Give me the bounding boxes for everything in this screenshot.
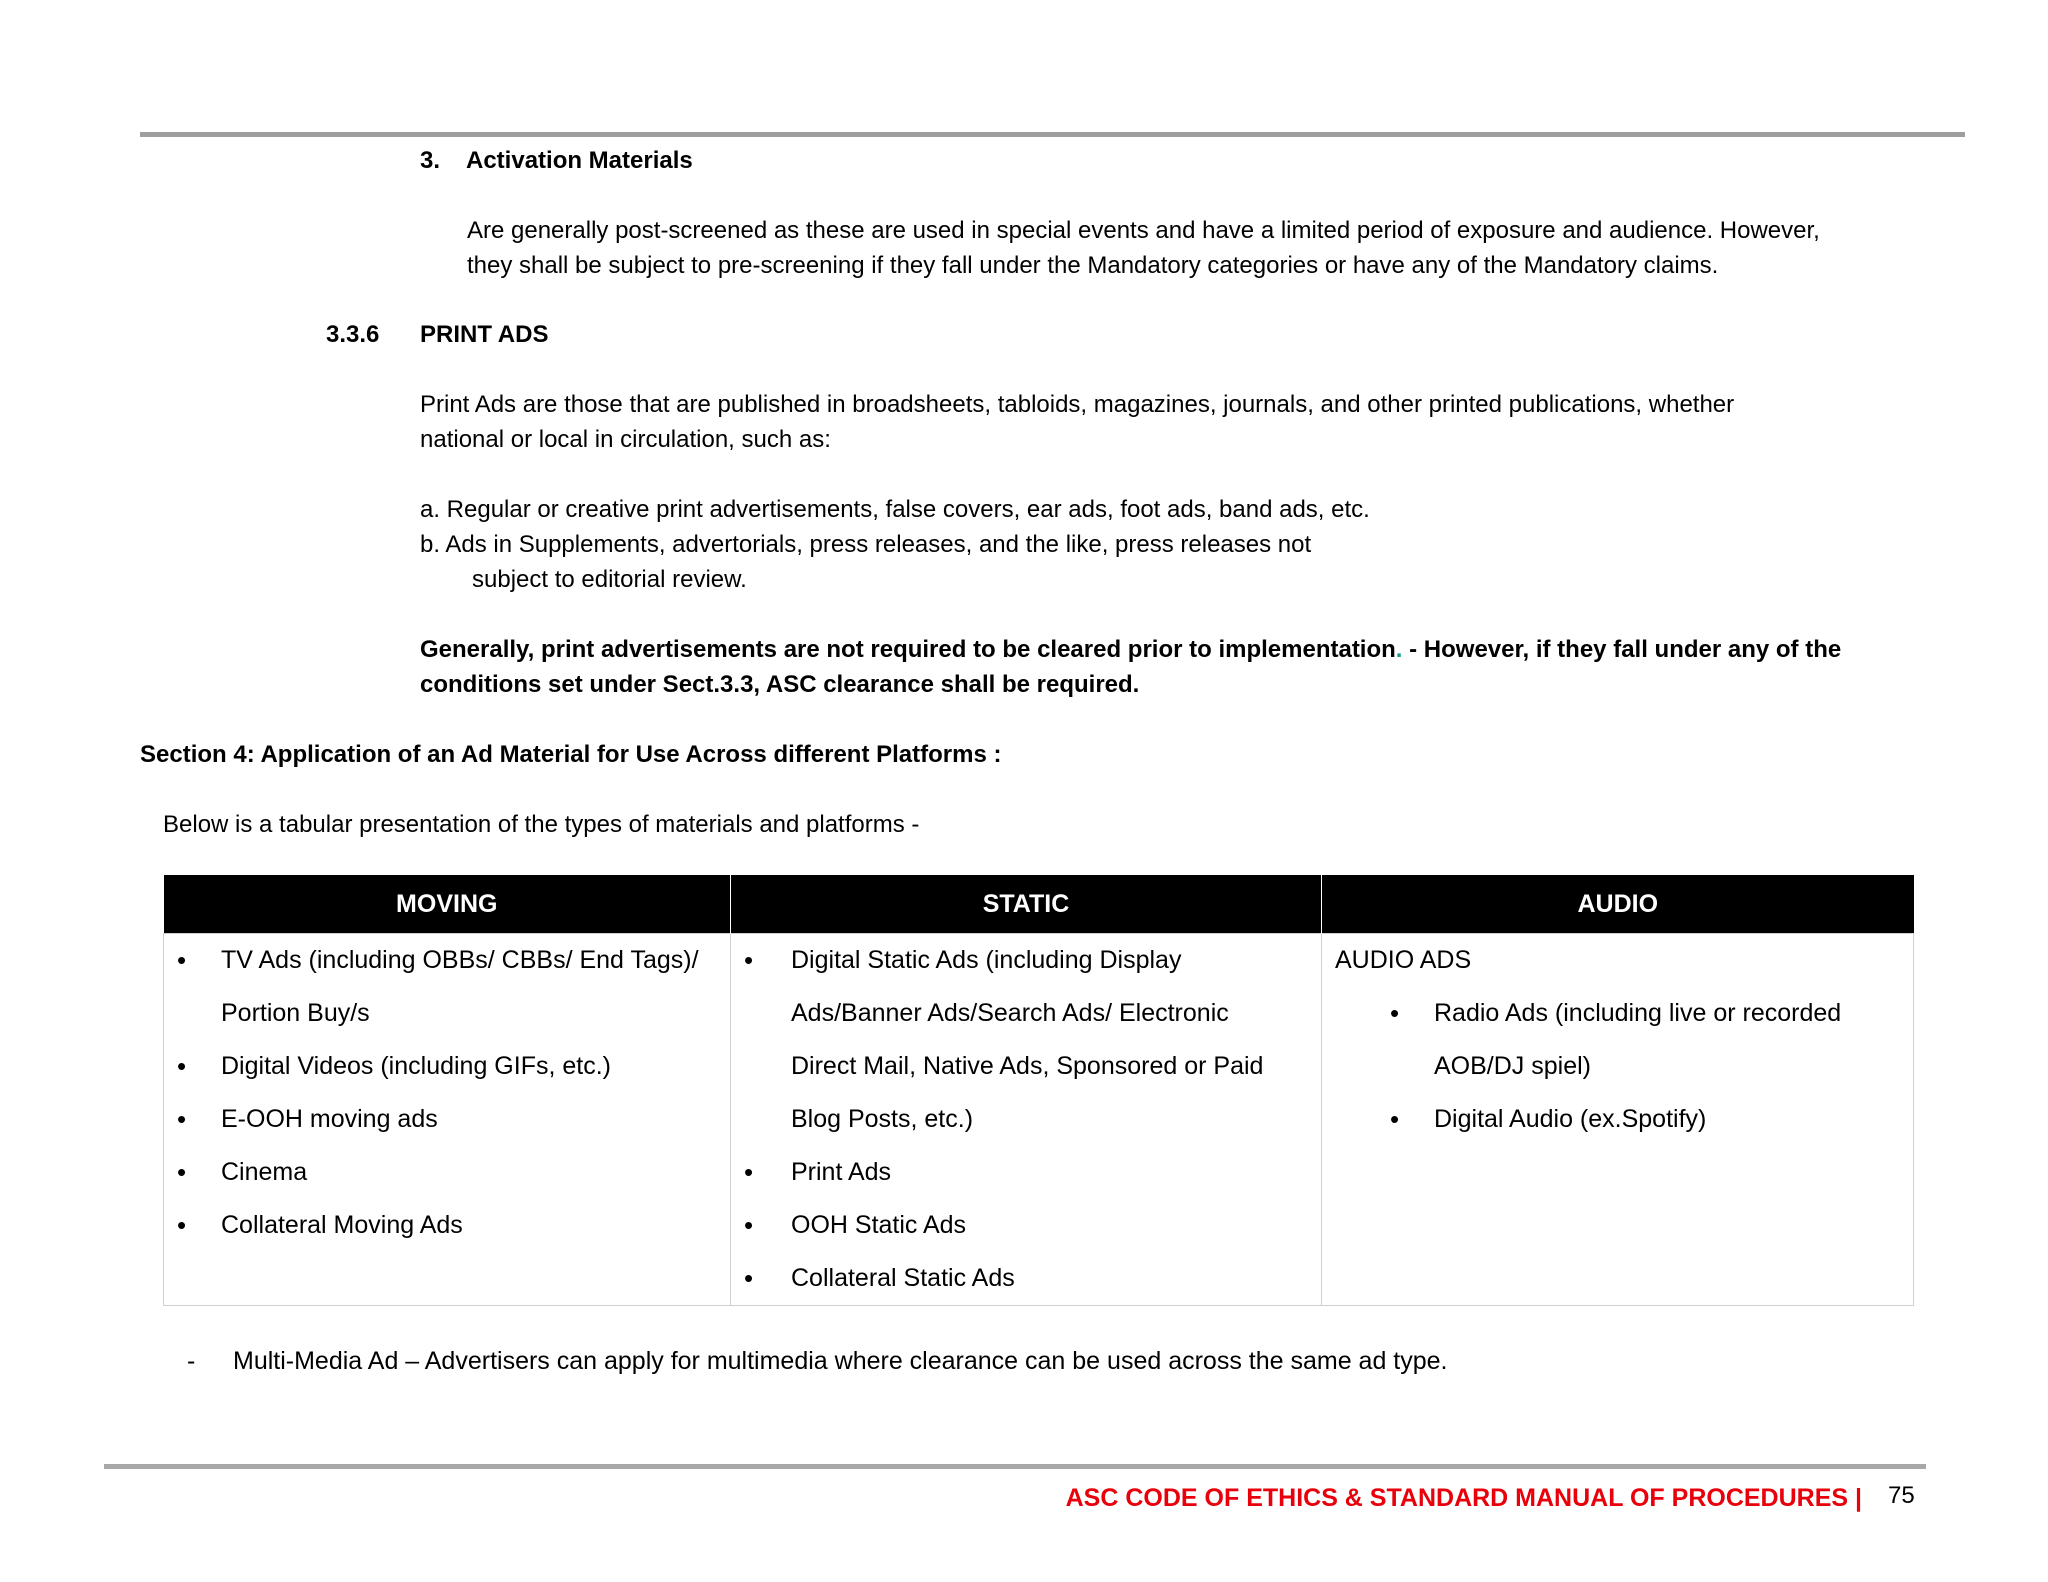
activation-body-line2: they shall be subject to pre-screening if they fall under the Mandatory categories or have any of the Mandatory claims.: [467, 252, 1719, 279]
static-list: [731, 934, 1321, 1305]
audio-ads-label: AUDIO ADS: [1335, 946, 1472, 974]
print-ads-intro-line2: national or local in circulation, such as:: [420, 426, 831, 453]
audio-list: [1322, 987, 1913, 1146]
moving-cell: [164, 934, 731, 1306]
section4-heading: Section 4: Application of an Ad Material for Use Across different Platforms :: [140, 741, 1002, 768]
activation-number: 3.: [420, 147, 441, 174]
multimedia-dash: -: [187, 1347, 196, 1375]
header-moving: MOVING: [164, 875, 731, 934]
header-audio: AUDIO: [1322, 875, 1914, 934]
list-item: • E-OOH moving ads: [164, 1093, 730, 1146]
print-ads-item-a: a. Regular or creative print advertisements, false covers, ear ads, foot ads, band ads, etc.: [420, 496, 1370, 523]
top-rule: [140, 132, 1965, 137]
list-item: • Print Ads: [731, 1146, 1321, 1199]
list-item: • Digital Audio (ex.Spotify): [1322, 1093, 1913, 1146]
moving-list: [164, 934, 730, 1252]
print-ads-title: PRINT ADS: [420, 321, 549, 348]
footer-title: ASC CODE OF ETHICS & STANDARD MANUAL OF PROCEDURES |: [1065, 1484, 1862, 1512]
list-item: • Digital Videos (including GIFs, etc.): [164, 1040, 730, 1093]
list-item: • TV Ads (including OBBs/ CBBs/ End Tags)/ Portion Buy/s: [164, 934, 730, 1040]
header-static: STATIC: [731, 875, 1322, 934]
list-item: • Digital Static Ads (including Display Ads/Banner Ads/Search Ads/ Electronic Direct Mail, Native Ads, Sponsored or Paid Blog Posts, etc.): [731, 934, 1321, 1146]
list-item: • Collateral Moving Ads: [164, 1199, 730, 1252]
print-ads-note-line1: [420, 633, 1841, 668]
print-ads-intro-line1: Print Ads are those that are published in broadsheets, tabloids, magazines, journals, and other printed publications, whether: [420, 391, 1735, 418]
multimedia-note: Multi-Media Ad – Advertisers can apply for multimedia where clearance can be used across the same ad type.: [233, 1347, 1448, 1375]
list-item: • Radio Ads (including live or recorded AOB/DJ spiel): [1322, 987, 1913, 1093]
table-row: [164, 934, 1914, 1306]
audio-cell: [1322, 934, 1914, 1306]
section4-intro: Below is a tabular presentation of the types of materials and platforms -: [163, 811, 920, 838]
list-item: • OOH Static Ads: [731, 1199, 1321, 1252]
list-item: • Collateral Static Ads: [731, 1252, 1321, 1305]
activation-heading: [420, 144, 693, 179]
platforms-table: [163, 875, 1914, 1306]
table-header-row: [164, 875, 1914, 934]
print-ads-item-b-line1: b. Ads in Supplements, advertorials, press releases, and the like, press releases not: [420, 531, 1312, 558]
static-cell: [731, 934, 1322, 1306]
page-number: 75: [1888, 1482, 1915, 1509]
activation-body-line1: Are generally post-screened as these are used in special events and have a limited period of exposure and audience. However,: [467, 217, 1820, 244]
bottom-rule: [104, 1464, 1926, 1469]
activation-title: Activation Materials: [466, 147, 693, 174]
print-ads-item-b-line2: subject to editorial review.: [472, 566, 747, 593]
list-item: • Cinema: [164, 1146, 730, 1199]
print-ads-note-part2: - However, if they fall under any of the: [1402, 636, 1842, 663]
print-ads-note-line2: conditions set under Sect.3.3, ASC clearance shall be required.: [420, 671, 1140, 698]
print-ads-number: 3.3.6: [326, 321, 380, 348]
print-ads-heading: [326, 318, 548, 353]
print-ads-note-dot: .: [1395, 636, 1403, 663]
print-ads-note-part1: Generally, print advertisements are not required to be cleared prior to implementation: [420, 636, 1396, 663]
